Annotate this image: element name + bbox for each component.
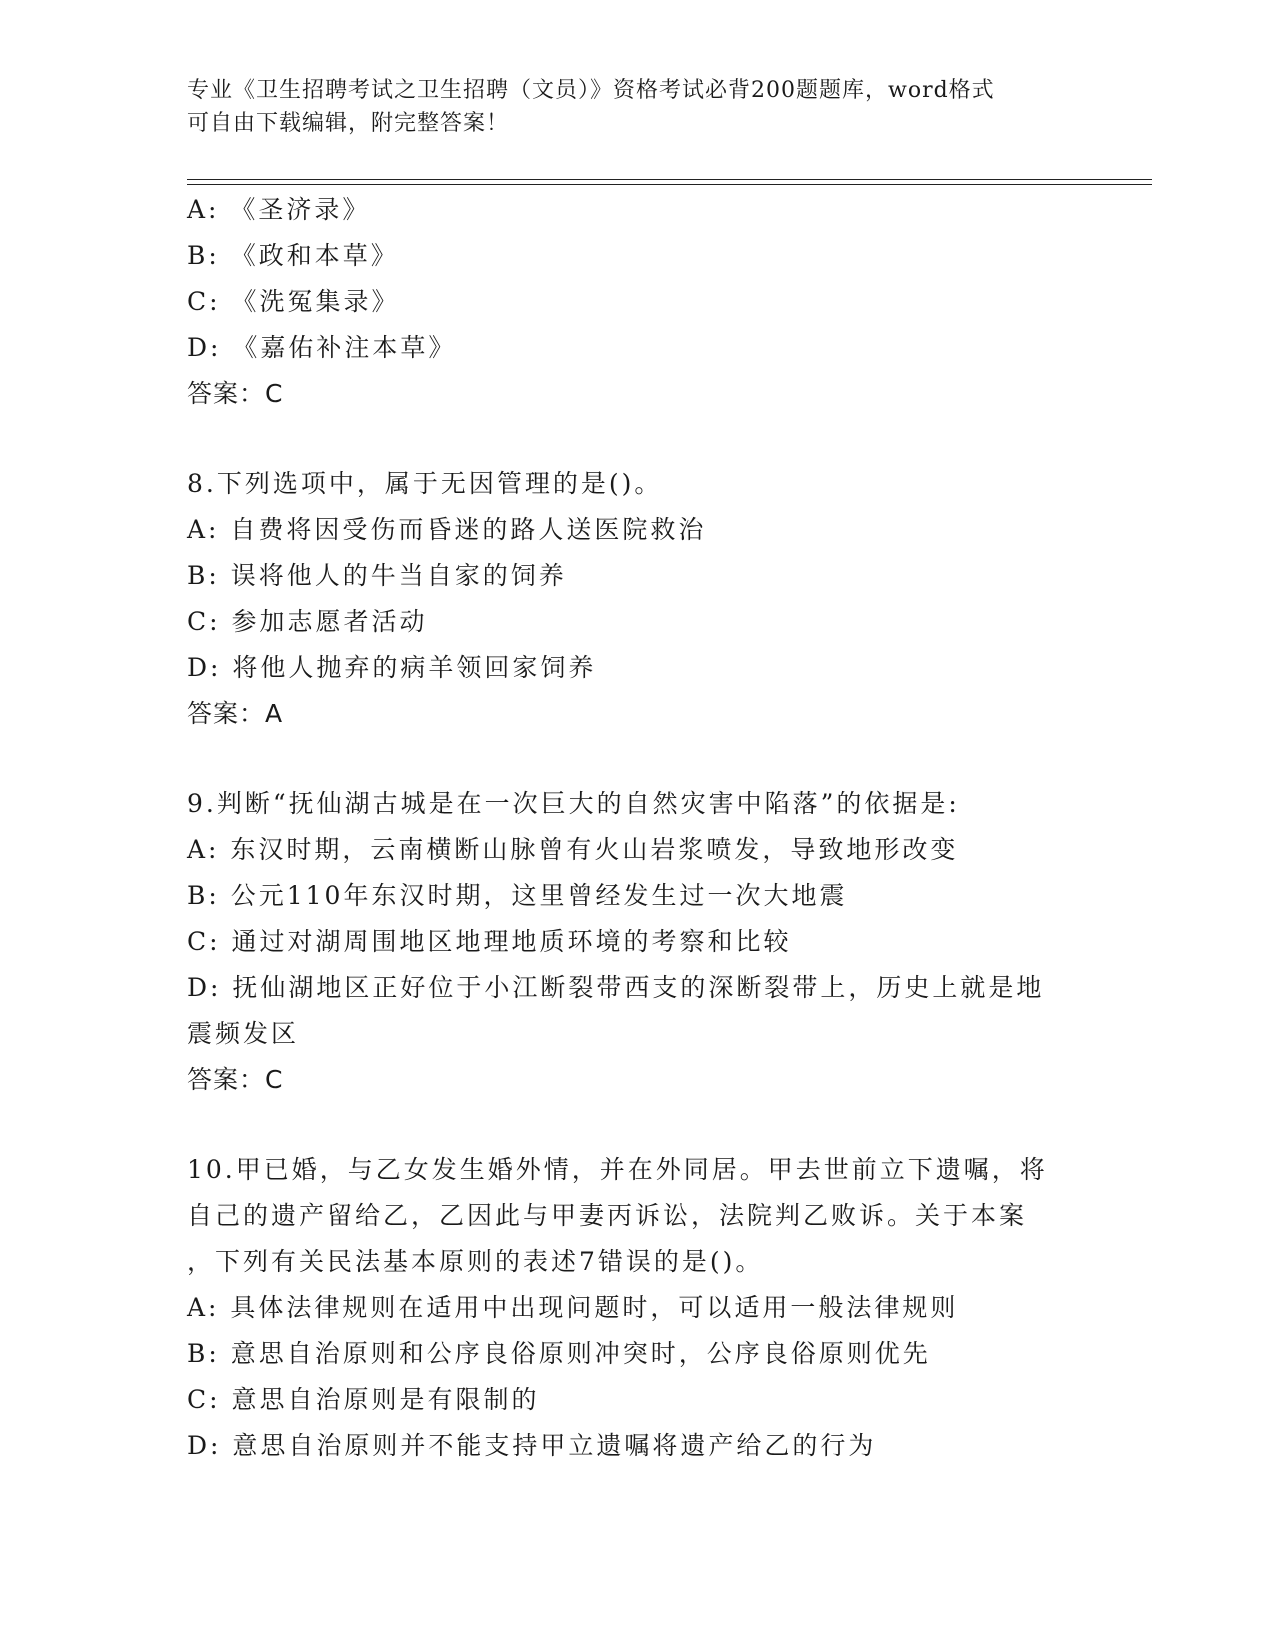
spacer (187, 1103, 1087, 1147)
option-b: B: 误将他人的牛当自家的饲养 (187, 561, 567, 590)
option-a: A: 东汉时期，云南横断山脉曾有火山岩浆喷发，导致地形改变 (187, 835, 959, 864)
option-b: B: 《政和本草》 (187, 241, 399, 270)
question-stem: 8.下列选项中，属于无因管理的是()。 (187, 469, 663, 498)
option-a: A: 《圣济录》 (187, 195, 371, 224)
header-line-1: 专业《卫生招聘考试之卫生招聘（文员）》资格考试必背200题题库，word格式 (187, 78, 995, 103)
question-stem-line-1: 10.甲已婚，与乙女发生婚外情，并在外同居。甲去世前立下遗嘱，将 (187, 1155, 1048, 1184)
option-b: B: 意思自治原则和公序良俗原则冲突时，公序良俗原则优先 (187, 1339, 931, 1368)
question-10 (187, 1147, 1087, 1469)
question-stem-line-2: 自己的遗产留给乙，乙因此与甲妻丙诉讼，法院判乙败诉。关于本案 (187, 1201, 1028, 1230)
question-list (187, 187, 1087, 1469)
header-rule-bottom (187, 184, 1152, 185)
option-b: B: 公元110年东汉时期，这里曾经发生过一次大地震 (187, 881, 848, 910)
option-a: A: 自费将因受伤而昏迷的路人送医院救治 (187, 515, 707, 544)
option-c: C: 通过对湖周围地区地理地质环境的考察和比较 (187, 927, 792, 956)
spacer (187, 737, 1087, 781)
option-d-continued: 震频发区 (187, 1019, 300, 1048)
question-7 (187, 187, 1087, 417)
option-d: D: 抚仙湖地区正好位于小江断裂带西支的深断裂带上，历史上就是地 (187, 973, 1045, 1002)
question-8 (187, 461, 1087, 737)
option-d: D: 将他人抛弃的病羊领回家饲养 (187, 653, 597, 682)
option-c: C: 《洗冤集录》 (187, 287, 400, 316)
header-line-2: 可自由下载编辑，附完整答案！ (187, 111, 510, 136)
spacer (187, 417, 1087, 461)
document-header (187, 74, 1067, 140)
answer: 答案：C (187, 1065, 284, 1094)
header-rule-top (187, 179, 1152, 180)
option-d: D: 《嘉佑补注本草》 (187, 333, 457, 362)
option-a: A: 具体法律规则在适用中出现问题时，可以适用一般法律规则 (187, 1293, 959, 1322)
question-stem-line-3: ，下列有关民法基本原则的表述7错误的是()。 (187, 1247, 764, 1276)
option-d: D: 意思自治原则并不能支持甲立遗嘱将遗产给乙的行为 (187, 1431, 877, 1460)
option-c: C: 参加志愿者活动 (187, 607, 428, 636)
answer: 答案：A (187, 699, 284, 728)
option-c: C: 意思自治原则是有限制的 (187, 1385, 540, 1414)
question-9 (187, 781, 1087, 1103)
question-stem: 9.判断“抚仙湖古城是在一次巨大的自然灾害中陷落”的依据是: (187, 789, 960, 818)
answer: 答案：C (187, 379, 284, 408)
